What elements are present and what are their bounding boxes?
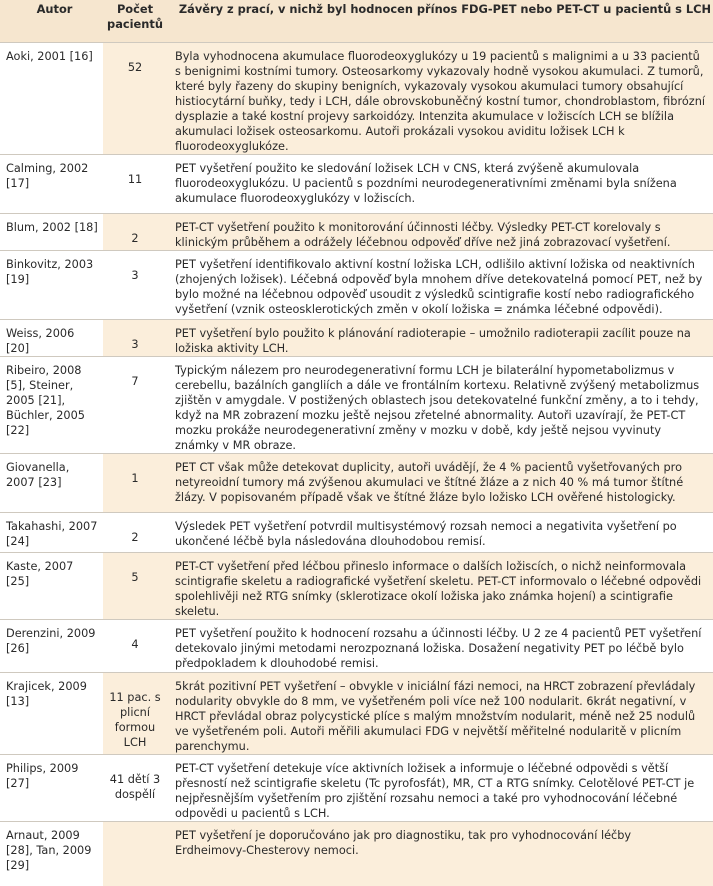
- cell-text: Výsledek PET vyšetření potvrdil multisystémový rozsah nemoci a negativita vyšetření po ukončené léčbě byla následována dlouhodobou remisí.: [167, 513, 713, 553]
- table-row: [0, 553, 713, 620]
- cell-count: 3: [103, 320, 167, 357]
- cell-count: 1: [103, 454, 167, 513]
- cell-author: Kaste, 2007 [25]: [0, 553, 103, 620]
- cell-count: [103, 822, 167, 886]
- cell-author: Calming, 2002 [17]: [0, 155, 103, 214]
- cell-count: 7: [103, 357, 167, 454]
- cell-text: Typickým nálezem pro neurodegenerativní formu LCH je bilaterální hypometabolizmus v cerebellu, bazálních gangliích a dále ve frontálním kortexu. Relativně zvýšený metabolizmus zjištěn v amygdale. V postižených oblastech jsou detekovatelné funkční změny, a to i tehdy, když na MR zobrazení mozku ještě nejsou zřetelné abnormality. Autoři uzavírají, že PET-CT mozku prokáže neurodegenerativní změny v mozku v době, kdy ještě nejsou vyvinuty známky v MR obraze.: [167, 357, 713, 454]
- table-row: [0, 513, 713, 553]
- cell-text: PET vyšetření bylo použito k plánování radioterapie – umožnilo radioterapii zacílit pouze na ložiska aktivity LCH.: [167, 320, 713, 357]
- cell-text: 5krát pozitivní PET vyšetření – obvykle v iniciální fázi nemoci, na HRCT zobrazení převládaly nodularity obvykle do 8 mm, ve vyšetřeném poli více než 100 nodularit. 6krát negativní, v HRCT převládal obraz polycystické plíce s malým množstvím nodularit, méně než 25 nodulů ve vyšetřeném poli. Autoři měřili akumulaci FDG v největší měřitelné nodularitě v plicním parenchymu.: [167, 673, 713, 755]
- cell-author: Krajicek, 2009 [13]: [0, 673, 103, 755]
- table-row: [0, 620, 713, 673]
- cell-author: Weiss, 2006 [20]: [0, 320, 103, 357]
- cell-text: PET vyšetření identifikovalo aktivní kostní ložiska LCH, odlišilo aktivní ložiska od neaktivních (zhojených ložisek). Léčebná odpověď byla mnohem dříve detekovatelná pomocí PET, než by bylo možné na léčebnou odpověď usoudit z výsledků scintigrafie kostí nebo radiografického vyšetření (vznik osteosklerotických změn v okolí ložiska = známka léčebné odpovědi).: [167, 251, 713, 320]
- table-row: [0, 822, 713, 886]
- cell-author: Giovanella, 2007 [23]: [0, 454, 103, 513]
- table-row: [0, 454, 713, 513]
- table-row: [0, 673, 713, 755]
- cell-count: 41 dětí 3 dospělí: [103, 755, 167, 822]
- cell-author: Ribeiro, 2008 [5], Steiner, 2005 [21], Büchler, 2005 [22]: [0, 357, 103, 454]
- cell-author: Blum, 2002 [18]: [0, 214, 103, 251]
- cell-count: 2: [103, 214, 167, 251]
- cell-text: PET vyšetření je doporučováno jak pro diagnostiku, tak pro vyhodnocování léčby Erdheimovy-Chesterovy nemoci.: [167, 822, 713, 886]
- cell-count: 52: [103, 43, 167, 155]
- table-row: [0, 214, 713, 251]
- cell-author: Binkovitz, 2003 [19]: [0, 251, 103, 320]
- header-count: Počet pacientů: [103, 0, 167, 43]
- header-conclusions: Závěry z prací, v nichž byl hodnocen přínos FDG-PET nebo PET-CT u pacientů s LCH: [167, 0, 713, 43]
- cell-count: 4: [103, 620, 167, 673]
- header-author: Autor: [0, 0, 103, 43]
- cell-text: PET CT však může detekovat duplicity, autoři uvádějí, že 4 % pacientů vyšetřovaných pro netyreoidní tumory má zvýšenou akumulaci ve štítné žláze a z nich 40 % má tumor štítné žlázy. V popisovaném případě však ve štítné žláze bylo ložisko LCH ověřené histologicky.: [167, 454, 713, 513]
- table-row: [0, 320, 713, 357]
- cell-text: PET-CT vyšetření před léčbou přineslo informace o dalších ložiscích, o nichž neinformovala scintigrafie skeletu a radiografické vyšetření skeletu. PET-CT informovalo o léčebné odpovědi spolehlivěji než RTG snímky (sklerotizace okolí ložiska jako známka hojení) a scintigrafie skeletu.: [167, 553, 713, 620]
- cell-text: PET vyšetření použito ke sledování ložisek LCH v CNS, která zvýšeně akumulovala fluorodeoxyglukózu. U pacientů s pozdními neurodegenerativními změnami byla snížena akumulace fluorodeoxyglukózy v ložiscích.: [167, 155, 713, 214]
- cell-author: Philips, 2009 [27]: [0, 755, 103, 822]
- cell-count: 3: [103, 251, 167, 320]
- cell-count: 5: [103, 553, 167, 620]
- table-row: [0, 155, 713, 214]
- cell-author: Derenzini, 2009 [26]: [0, 620, 103, 673]
- table-header-row: [0, 0, 713, 43]
- cell-count: 11: [103, 155, 167, 214]
- cell-text: PET vyšetření použito k hodnocení rozsahu a účinnosti léčby. U 2 ze 4 pacientů PET vyšetření detekovalo jinými metodami nerozpoznaná ložiska. Dosažení negativity PET po léčbě bylo předpokladem k dlouhodobé remisi.: [167, 620, 713, 673]
- cell-text: PET-CT vyšetření použito k monitorování účinnosti léčby. Výsledky PET-CT korelovaly s klinickým průběhem a odrážely léčebnou odpověď dříve než jiná zobrazovací vyšetření.: [167, 214, 713, 251]
- cell-author: Takahashi, 2007 [24]: [0, 513, 103, 553]
- cell-text: Byla vyhodnocena akumulace fluorodeoxyglukózy u 19 pacientů s malignimi a u 33 pacientů s benignimi kostními tumory. Osteosarkomy vykazovaly hodně vysokou akumulaci. Z tumorů, které byly řazeny do skupiny benigních, vykazovaly vysokou akumulaci tumory obsahující histiocytární buňky, tedy i LCH, dále obrovskobuněčný kostní tumor, chondroblastom, fibrózní dysplazie a také kostní projevy sarkoidózy. Intenzita akumulace v ložiscích LCH se blížila akumulaci ložisek osteosarkomu. Autoři prokázali vysokou aviditu ložisek LCH k fluorodeoxyglukóze.: [167, 43, 713, 155]
- cell-author: Arnaut, 2009 [28], Tan, 2009 [29]: [0, 822, 103, 886]
- cell-author: Aoki, 2001 [16]: [0, 43, 103, 155]
- table-row: [0, 251, 713, 320]
- cell-count: 11 pac. s plicní formou LCH: [103, 673, 167, 755]
- cell-count: 2: [103, 513, 167, 553]
- cell-text: PET-CT vyšetření detekuje více aktivních ložisek a informuje o léčebné odpovědi s větší přesností než scintigrafie skeletu (Tc pyrofosfát), MR, CT a RTG snímky. Celotělové PET-CT je nejpřesnějším vyšetřením pro zjištění rozsahu nemoci a také pro vyhodnocování léčebné odpovědi u pacientů s LCH.: [167, 755, 713, 822]
- table-row: [0, 357, 713, 454]
- table-row: [0, 755, 713, 822]
- table-row: [0, 43, 713, 155]
